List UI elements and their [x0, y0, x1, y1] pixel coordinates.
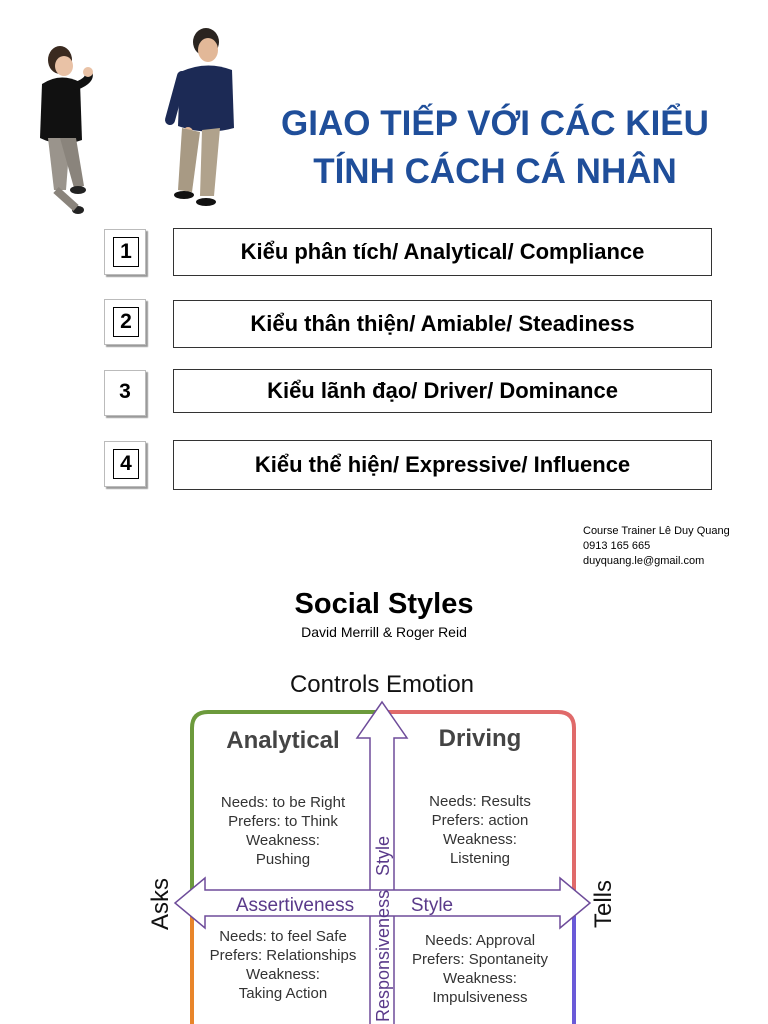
vertical-style-label: Style	[373, 835, 393, 877]
driving-heading: Driving	[438, 725, 522, 752]
expressive-line: Impulsiveness	[432, 989, 528, 1006]
number-label: 2	[113, 307, 139, 337]
driving-line: Weakness:	[443, 831, 517, 848]
amiable-line: Prefers: Relationships	[209, 947, 357, 964]
number-label: 3	[119, 380, 131, 403]
tells-label: Tells	[590, 879, 617, 929]
analytical-line: Prefers: to Think	[228, 813, 338, 830]
analytical-heading: Analytical	[226, 727, 340, 754]
style-label: Kiểu thể hiện/ Expressive/ Influence	[254, 452, 631, 477]
number-label: 1	[113, 237, 139, 267]
number-box-4	[104, 441, 146, 487]
style-label: Kiểu phân tích/ Analytical/ Compliance	[240, 239, 645, 264]
assertiveness-label: Assertiveness	[235, 895, 355, 916]
amiable-line: Needs: to feel Safe	[219, 928, 347, 945]
analytical-line: Weakness:	[246, 832, 320, 849]
title-line-1: GIAO TIẾP VỚI CÁC KIỂU	[281, 104, 709, 143]
driving-line: Prefers: action	[431, 812, 529, 829]
number-box-2	[104, 299, 146, 345]
driving-line: Needs: Results	[429, 793, 531, 810]
driving-line: Listening	[449, 850, 511, 867]
number-box-1	[104, 229, 146, 275]
style-row-driver	[173, 369, 712, 413]
expressive-line: Prefers: Spontaneity	[412, 951, 548, 968]
people-illustration	[20, 20, 250, 220]
number-label: 4	[113, 449, 139, 479]
top-axis-label: Controls Emotion	[289, 671, 475, 698]
amiable-line: Taking Action	[238, 985, 328, 1002]
style-label: Kiểu lãnh đạo/ Driver/ Dominance	[267, 378, 618, 403]
diagram-title: Social Styles	[294, 588, 474, 620]
trainer-phone: 0913 165 665	[583, 540, 651, 552]
trainer-email: duyquang.le@gmail.com	[583, 555, 705, 567]
diagram-authors: David Merrill & Roger Reid	[301, 624, 467, 640]
trainer-contact	[583, 524, 730, 569]
trainer-name: Course Trainer Lê Duy Quang	[583, 525, 730, 537]
analytical-line: Needs: to be Right	[220, 794, 346, 811]
number-box-3	[104, 370, 146, 416]
style-row-amiable	[173, 300, 712, 348]
woman-figure	[40, 46, 93, 214]
style-row-analytical	[173, 228, 712, 276]
responsiveness-label: Responsiveness	[373, 889, 393, 1022]
title-line-2: TÍNH CÁCH CÁ NHÂN	[313, 152, 677, 191]
asks-label: Asks	[147, 877, 174, 931]
style-label: Kiểu thân thiện/ Amiable/ Steadiness	[250, 311, 635, 336]
page-title	[240, 100, 750, 196]
style-row-expressive	[173, 440, 712, 490]
assertiveness-style-label: Style	[410, 895, 454, 916]
expressive-line: Weakness:	[443, 970, 517, 987]
expressive-line: Needs: Approval	[424, 932, 536, 949]
analytical-line: Pushing	[255, 851, 311, 868]
man-figure	[170, 28, 234, 206]
social-styles-diagram	[0, 660, 768, 1024]
amiable-line: Weakness:	[246, 966, 320, 983]
